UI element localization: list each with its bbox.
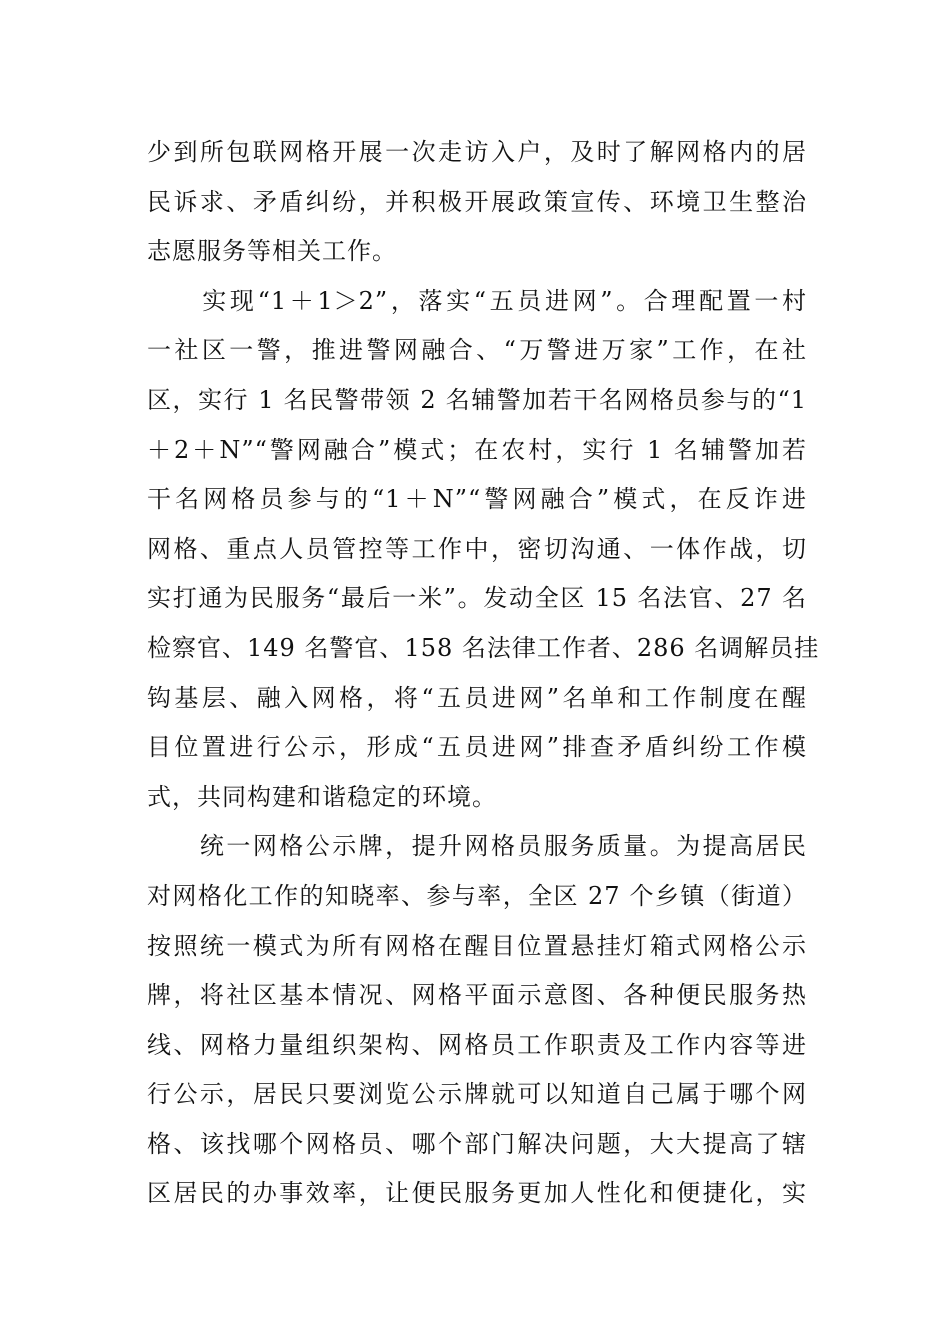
text-line: 志愿服务等相关工作。	[147, 237, 397, 266]
text-line: 一社区一警，推进警网融合、“万警进万家”工作，在社	[147, 336, 807, 365]
text-line: 检察官、149 名警官、158 名法律工作者、286 名调解员挂	[147, 633, 820, 662]
text-line: 牌，将社区基本情况、网格平面示意图、各种便民服务热	[147, 981, 807, 1010]
text-line: 格、该找哪个网格员、哪个部门解决问题，大大提高了辖	[147, 1129, 807, 1158]
document-body	[147, 128, 820, 1219]
text-line: 钩基层、融入网格，将“五员进网”名单和工作制度在醒	[147, 683, 807, 712]
text-line: 按照统一模式为所有网格在醒目位置悬挂灯箱式网格公示	[147, 931, 807, 960]
text-line: 对网格化工作的知晓率、参与率，全区 27 个乡镇（街道）	[147, 881, 807, 910]
paragraph	[147, 822, 807, 1219]
text-line: 实打通为民服务“最后一米”。发动全区 15 名法官、27 名	[147, 584, 807, 613]
text-line: 统一网格公示牌，提升网格员服务质量。为提高居民	[147, 832, 807, 861]
text-line: 民诉求、矛盾纠纷，并积极开展政策宣传、环境卫生整治	[147, 187, 807, 216]
text-line: 区居民的办事效率，让便民服务更加人性化和便捷化，实	[147, 1179, 807, 1208]
text-line: 行公示，居民只要浏览公示牌就可以知道自己属于哪个网	[147, 1080, 807, 1109]
text-line: 式，共同构建和谐稳定的环境。	[147, 782, 497, 811]
text-line: ＋2＋N”“警网融合”模式；在农村，实行 1 名辅警加若	[147, 435, 807, 464]
text-line: 实现“1＋1＞2”，落实“五员进网”。合理配置一村	[147, 286, 807, 315]
text-line: 干名网格员参与的“1＋N”“警网融合”模式，在反诈进	[147, 485, 807, 514]
paragraph	[147, 277, 820, 823]
text-line: 线、网格力量组织架构、网格员工作职责及工作内容等进	[147, 1030, 807, 1059]
text-line: 区，实行 1 名民警带领 2 名辅警加若干名网格员参与的“1	[147, 385, 807, 414]
paragraph	[147, 128, 807, 277]
text-line: 网格、重点人员管控等工作中，密切沟通、一体作战，切	[147, 534, 807, 563]
text-line: 目位置进行公示，形成“五员进网”排查矛盾纠纷工作模	[147, 733, 807, 762]
text-line: 少到所包联网格开展一次走访入户，及时了解网格内的居	[147, 138, 807, 166]
